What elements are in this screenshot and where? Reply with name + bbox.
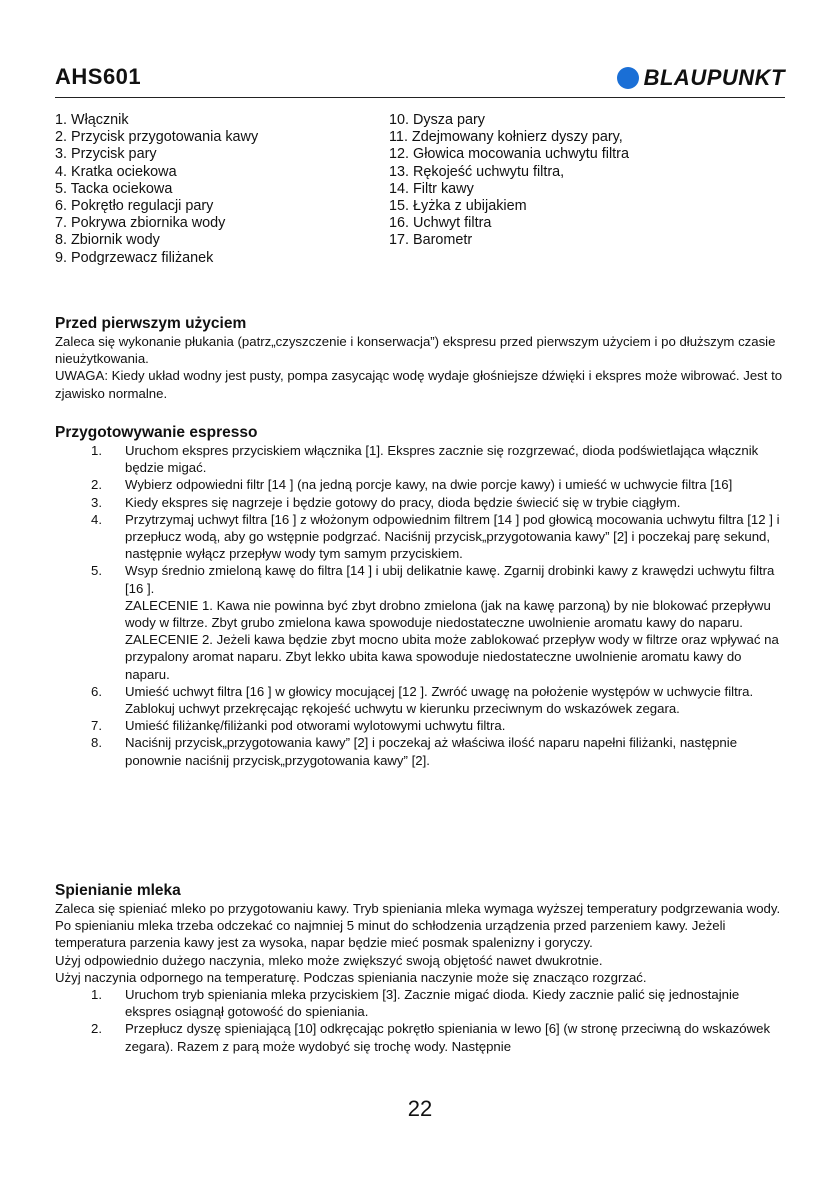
list-item: 8. Zbiornik wody [55,232,160,249]
step-text: Wybierz odpowiedni filtr [14 ] (na jedną porcje kawy, na dwie porcje kawy) i umieść w uchwycie filtra [16] [125,477,733,493]
page-header [55,64,785,96]
step-text: Przytrzymaj uchwyt filtra [16 ] z włożonym odpowiednim filtrem [14 ] pod głowicą mocowania uchwytu filtra [12 ] i przepłucz wodą, aby go wstępnie podgrzać. Naciśnij przycisk„przygotowania kawy” [2] i poczekaj parę sekund, następnie wyłącz przepływ wody tym samym przyciskiem. [125,511,780,562]
paragraph: Użyj odpowiednio dużego naczynia, mleko może zwiększyć swoją objętość nawet dwukrotnie. [55,952,603,968]
list-item: 17. Barometr [389,232,473,249]
brand-logo [617,64,785,92]
step-number: 4. [91,511,102,527]
section-title: Przed pierwszym użyciem [55,315,247,332]
list-item: 10. Dysza pary [389,112,485,128]
parts-list-left [55,112,258,267]
list-item [55,1020,787,1054]
list-item [55,476,787,493]
list-item [55,734,787,768]
step-text: Umieść filiżankę/filiżanki pod otworami wylotowymi uchwytu filtra. [125,718,506,734]
milk-steps [55,986,787,1055]
step-text: Uruchom ekspres przyciskiem włącznika [1]. Ekspres zacznie się rozgrzewać, dioda podświetlająca włącznik będzie migać. [125,443,759,476]
step-number: 3. [91,494,102,510]
list-item: 9. Podgrzewacz filiżanek [55,249,214,266]
step-text: Uruchom tryb spieniania mleka przyciskiem [3]. Zacznie migać dioda. Kiedy zacznie palić się jednostajnie ekspres osiągnął gotowość do spieniania. [125,987,740,1020]
milk-frothing-section [55,881,787,1055]
list-item [55,683,787,717]
paragraph: Zaleca się spieniać mleko po przygotowaniu kawy. Tryb spieniania mleka wymaga wyższej temperatury podgrzewania wody. Po spienianiu mleka trzeba odczekać co najmniej 5 minut do schłodzenia urządzenia przed parzeniem kawy. Jeżeli temperatura parzenia kawy jest za wysoka, napar będzie mieć posmak spalenizny i goryczy. [55,901,781,951]
paragraph: Użyj naczynia odpornego na temperaturę. Podczas spieniania naczynie może się znacząco rozgrzać. [55,969,647,985]
list-item: 16. Uchwyt filtra [389,215,492,232]
step-number: 8. [91,735,102,751]
step-number: 2. [91,1021,102,1037]
step-number: 2. [91,477,102,493]
step-text: Wsyp średnio zmieloną kawę do filtra [14 ] i ubij delikatnie kawę. Zgarnij drobinki kawy z krawędzi uchwytu filtra [16 ]. [125,563,775,596]
step-number: 1. [91,987,102,1003]
list-item [55,511,787,563]
list-item: 12. Głowica mocowania uchwytu filtra [389,146,629,163]
list-item [55,562,787,682]
brand-name: BLAUPUNKT [643,65,785,90]
header-divider [55,97,785,98]
list-item: 13. Rękojeść uchwytu filtra, [389,163,565,180]
step-text: Naciśnij przycisk„przygotowania kawy” [2] i poczekaj aż właściwa ilość naparu napełni filiżanki, następnie ponownie naciśnij przycisk„przygotowania kawy” [2]. [125,735,738,768]
list-item: 4. Kratka ociekowa [55,163,177,180]
step-number: 5. [91,563,102,579]
list-item: 7. Pokrywa zbiornika wody [55,215,226,232]
step-text: Przepłucz dyszę spieniającą [10] odkręcając pokrętło spieniania w lewo [6] (w stronę przeciwną do wskazówek zegara). Razem z parą może wydobyć się trochę wody. Następnie [125,1021,771,1054]
step-number: 7. [91,718,102,734]
list-item: 1. Włącznik [55,112,129,128]
first-use-section [55,314,787,402]
step-text: Umieść uchwyt filtra [16 ] w głowicy mocującej [12 ]. Zwróć uwagę na położenie występów w uchwycie filtra. Zablokuj uchwyt przekręcając rękojeść uchwytu w kierunku przeciwnym do wskazówek zegara. [125,683,754,717]
list-item: 15. Łyżka z ubijakiem [389,198,527,215]
section-title: Przygotowywanie espresso [55,424,258,441]
list-item: 14. Filtr kawy [389,180,474,197]
step-number: 1. [91,443,102,458]
page-number: 22 [407,1096,433,1121]
recommendation-note: ZALECENIE 1. Kawa nie powinna być zbyt drobno zmielona (jak na kawę parzoną) by nie blokować przepływu wody w filtrze. Zbyt grubo zmielona kawa spowoduje niedostateczne uwolnienie aromatu kawy do naparu. [125,597,771,631]
brand-dot-icon [617,67,639,89]
recommendation-note: ZALECENIE 2. Jeżeli kawa będzie zbyt mocno ubita może zablokować przepływ wody w filtrze oraz wpływać na przypalony aromat naparu. Zbyt lekko ubita kawa spowoduje niedostateczne uwolnienie aromatu kawy do naparu. [125,632,779,682]
step-text: Kiedy ekspres się nagrzeje i będzie gotowy do pracy, dioda będzie świecić się w trybie ciągłym. [125,494,681,510]
list-item: 3. Przycisk pary [55,146,157,163]
espresso-section [55,423,787,769]
list-item [55,986,787,1020]
paragraph: Zaleca się wykonanie płukania (patrz„czyszczenie i konserwacja”) ekspresu przed pierwszym użyciem i po dłuższym czasie nieużytkowania. [55,334,776,367]
list-item [55,494,787,511]
model-name: AHS601 [55,64,142,89]
list-item [55,442,787,476]
espresso-steps [55,442,787,769]
list-item: 6. Pokrętło regulacji pary [55,198,214,215]
list-item: 2. Przycisk przygotowania kawy [55,129,259,146]
parts-list-right [389,112,629,250]
list-item [55,717,787,734]
list-item: 5. Tacka ociekowa [55,180,173,197]
list-item: 11. Zdejmowany kołnierz dyszy pary, [389,129,623,146]
section-title: Spienianie mleka [55,882,181,899]
step-number: 6. [91,683,102,699]
paragraph: UWAGA: Kiedy układ wodny jest pusty, pompa zasycając wodę wydaje głośniejsze dźwięki i ekspres może wibrować. Jest to zjawisko normalne. [55,368,783,401]
